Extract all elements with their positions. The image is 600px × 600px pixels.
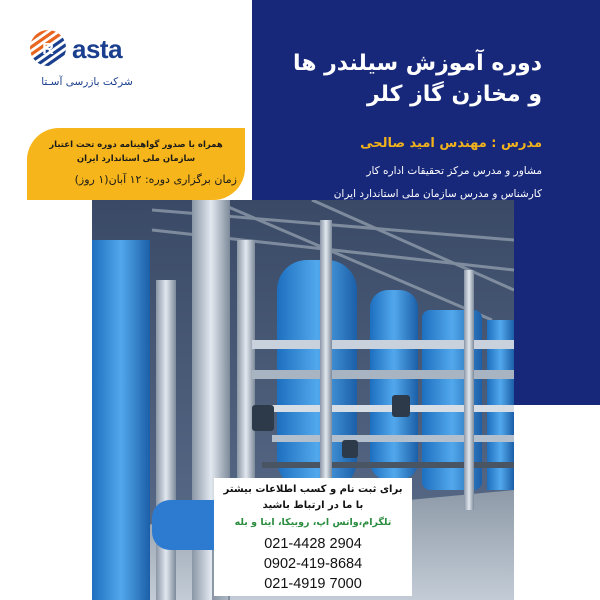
instructor-role-1: مشاور و مدرس مرکز تحقیقات اداره کار bbox=[366, 165, 542, 177]
certificate-line-1: همراه با صدور گواهینامه دوره تحت اعتبار bbox=[49, 140, 223, 150]
company-logo bbox=[28, 28, 158, 100]
logo-lettermark: R bbox=[42, 41, 54, 58]
striped-sphere-icon bbox=[28, 28, 68, 68]
instructor-role-2: کارشناس و مدرس سازمان ملی استاندارد ایران bbox=[333, 188, 542, 200]
contact-heading-2: با ما در ارتباط باشید bbox=[262, 500, 364, 511]
contact-box bbox=[214, 478, 412, 596]
instructor-name: مدرس : مهندس امید صالحی bbox=[360, 136, 542, 151]
messaging-apps: تلگرام،واتس اپ، روبیکا، ایتا و بله bbox=[234, 517, 392, 528]
phone-number-2[interactable]: 0902-419-8684 bbox=[263, 556, 363, 572]
contact-heading-1: برای ثبت نام و کسب اطلاعات بیشتر bbox=[223, 484, 403, 495]
logo-wordmark: asta bbox=[72, 34, 123, 64]
course-title bbox=[262, 48, 542, 110]
course-title-line-2: و مخازن گاز کلر bbox=[366, 82, 542, 107]
course-title-line-1: دوره آموزش سیلندر ها bbox=[292, 51, 542, 76]
certificate-banner bbox=[27, 128, 245, 200]
certificate-line-2: سازمان ملی استاندارد ایران bbox=[76, 154, 196, 164]
course-date: زمان برگزاری دوره: ۱۲ آبان(۱ روز) bbox=[74, 173, 237, 186]
phone-number-3[interactable]: 021-4919 7000 bbox=[264, 576, 362, 592]
company-name: شرکت بازرسی آسـتا bbox=[41, 76, 133, 88]
phone-number-1[interactable]: 021-4428 2904 bbox=[264, 536, 362, 552]
